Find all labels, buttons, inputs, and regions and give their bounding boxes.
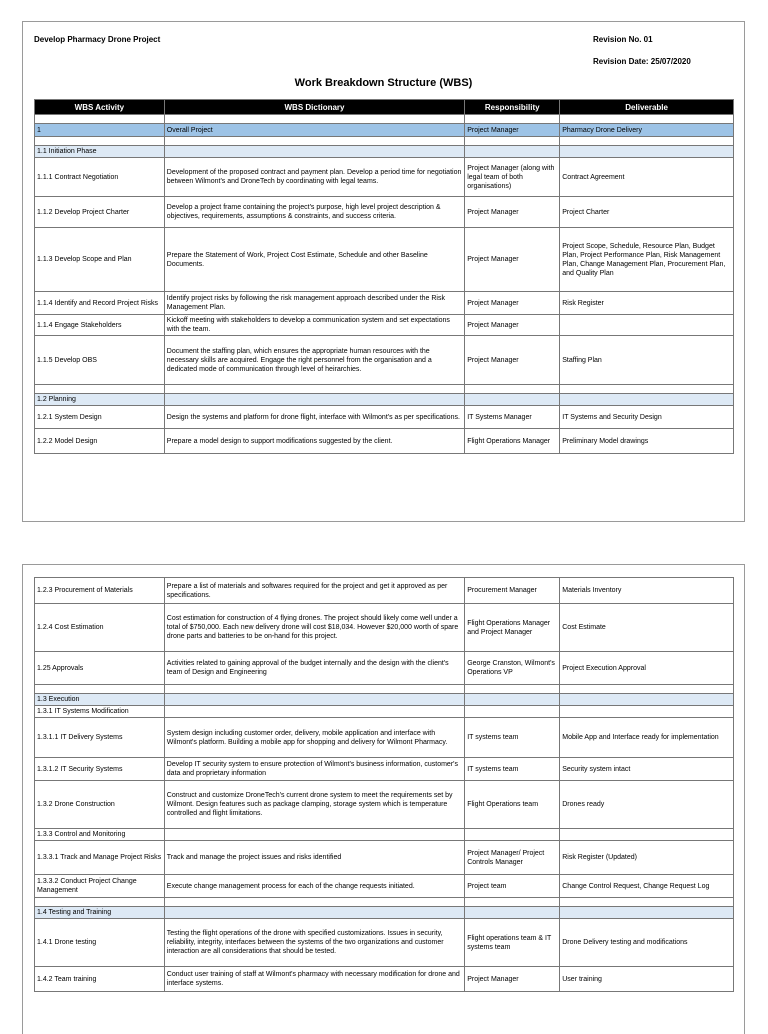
table-row	[35, 604, 734, 652]
activity-cell: 1.1.5 Develop OBS	[35, 336, 165, 385]
deliverable-cell: Pharmacy Drone Delivery	[560, 124, 734, 137]
deliverable-cell: Project Charter	[560, 197, 734, 228]
empty-cell	[164, 115, 464, 124]
empty-cell	[560, 115, 734, 124]
dictionary-cell	[164, 706, 464, 718]
dictionary-cell: Design the systems and platform for drone flight, interface with Wilmont's as per specifications.	[164, 406, 464, 429]
deliverable-cell: Materials Inventory	[560, 578, 734, 604]
wbs-table-continued	[34, 577, 734, 992]
blank-row	[35, 685, 734, 694]
table-header-row	[35, 100, 734, 115]
empty-cell	[35, 137, 165, 146]
empty-cell	[35, 115, 165, 124]
table-row	[35, 758, 734, 781]
table-row	[35, 652, 734, 685]
phase-row	[35, 146, 734, 158]
deliverable-cell: Change Control Request, Change Request Log	[560, 875, 734, 898]
column-header-deliverable: Deliverable	[560, 100, 734, 115]
project-title: Develop Pharmacy Drone Project	[34, 35, 161, 44]
dictionary-cell: Kickoff meeting with stakeholders to develop a communication system and set expectations with the team.	[164, 315, 464, 336]
empty-cell	[35, 898, 165, 907]
column-header-responsibility: Responsibility	[465, 100, 560, 115]
responsibility-cell: Project Manager/ Project Controls Manager	[465, 841, 560, 875]
responsibility-cell: Project Manager	[465, 228, 560, 292]
table-row	[35, 578, 734, 604]
responsibility-cell: Project Manager	[465, 967, 560, 992]
deliverable-cell	[560, 315, 734, 336]
empty-cell	[164, 385, 464, 394]
activity-cell: 1.4 Testing and Training	[35, 907, 165, 919]
deliverable-cell: Contract Agreement	[560, 158, 734, 197]
activity-cell: 1.1.2 Develop Project Charter	[35, 197, 165, 228]
table-row	[35, 158, 734, 197]
table-row	[35, 406, 734, 429]
table-row	[35, 781, 734, 829]
empty-cell	[35, 685, 165, 694]
dictionary-cell	[164, 829, 464, 841]
phase-row	[35, 907, 734, 919]
responsibility-cell	[465, 146, 560, 158]
activity-cell: 1.1.3 Develop Scope and Plan	[35, 228, 165, 292]
empty-cell	[164, 685, 464, 694]
table-row	[35, 829, 734, 841]
table-row	[35, 124, 734, 137]
dictionary-cell: Construct and customize DroneTech's current drone system to meet the requirements set by Wilmont. Design features such as package clamping, storage system which is temperature controlled and flight limitations.	[164, 781, 464, 829]
deliverable-cell: Project Execution Approval	[560, 652, 734, 685]
phase-row	[35, 694, 734, 706]
activity-cell: 1.2.2 Model Design	[35, 429, 165, 454]
activity-cell: 1.4.1 Drone testing	[35, 919, 165, 967]
responsibility-cell: IT systems team	[465, 718, 560, 758]
deliverable-cell: Security system intact	[560, 758, 734, 781]
document-page-1	[22, 21, 745, 522]
blank-row	[35, 898, 734, 907]
activity-cell: 1.2.1 System Design	[35, 406, 165, 429]
activity-cell: 1.3.2 Drone Construction	[35, 781, 165, 829]
table-row	[35, 967, 734, 992]
activity-cell: 1.3.1 IT Systems Modification	[35, 706, 165, 718]
responsibility-cell: Flight operations team & IT systems team	[465, 919, 560, 967]
dictionary-cell: Develop a project frame containing the project's purpose, high level project description & objectives, requirements, assumptions & constraints, and success criteria.	[164, 197, 464, 228]
deliverable-cell: IT Systems and Security Design	[560, 406, 734, 429]
activity-cell: 1.25 Approvals	[35, 652, 165, 685]
dictionary-cell: Prepare the Statement of Work, Project Cost Estimate, Schedule and other Baseline Documents.	[164, 228, 464, 292]
dictionary-cell: Prepare a model design to support modifications suggested by the client.	[164, 429, 464, 454]
table-row	[35, 718, 734, 758]
document-page-2	[22, 564, 745, 1034]
table-row	[35, 919, 734, 967]
empty-cell	[465, 115, 560, 124]
responsibility-cell: Project Manager	[465, 124, 560, 137]
deliverable-cell	[560, 907, 734, 919]
table-row	[35, 429, 734, 454]
deliverable-cell	[560, 694, 734, 706]
activity-cell: 1.2.4 Cost Estimation	[35, 604, 165, 652]
empty-cell	[465, 898, 560, 907]
deliverable-cell: Risk Register	[560, 292, 734, 315]
dictionary-cell: Document the staffing plan, which ensures the appropriate human resources with the necessary skills are acquired. Engage the right personnel from the organisation and a dedicated mode of communication through level of heirarchies.	[164, 336, 464, 385]
deliverable-cell	[560, 829, 734, 841]
dictionary-cell: Execute change management process for each of the change requests initiated.	[164, 875, 464, 898]
deliverable-cell: Staffing Plan	[560, 336, 734, 385]
responsibility-cell	[465, 394, 560, 406]
column-header-dictionary: WBS Dictionary	[164, 100, 464, 115]
responsibility-cell	[465, 829, 560, 841]
deliverable-cell: Preliminary Model drawings	[560, 429, 734, 454]
dictionary-cell: Conduct user training of staff at Wilmont's pharmacy with necessary modification for drone and interface systems.	[164, 967, 464, 992]
deliverable-cell: Cost Estimate	[560, 604, 734, 652]
activity-cell: 1.3.1.2 IT Security Systems	[35, 758, 165, 781]
blank-row	[35, 115, 734, 124]
activity-cell: 1	[35, 124, 165, 137]
responsibility-cell: IT Systems Manager	[465, 406, 560, 429]
responsibility-cell	[465, 907, 560, 919]
empty-cell	[560, 898, 734, 907]
table-row	[35, 292, 734, 315]
column-header-activity: WBS Activity	[35, 100, 165, 115]
phase-row	[35, 394, 734, 406]
table-row	[35, 706, 734, 718]
document-title: Work Breakdown Structure (WBS)	[294, 77, 473, 89]
dictionary-cell	[164, 146, 464, 158]
responsibility-cell: Project Manager (along with legal team of both organisations)	[465, 158, 560, 197]
activity-cell: 1.1.4 Engage Stakeholders	[35, 315, 165, 336]
wbs-table	[34, 99, 734, 454]
deliverable-cell: Risk Register (Updated)	[560, 841, 734, 875]
empty-cell	[35, 385, 165, 394]
dictionary-cell: Development of the proposed contract and payment plan. Develop a period time for negotiation between Wilmont's and DroneTech by coordinating with legal teams.	[164, 158, 464, 197]
deliverable-cell: Mobile App and Interface ready for implementation	[560, 718, 734, 758]
table-row	[35, 228, 734, 292]
activity-cell: 1.3.3.1 Track and Manage Project Risks	[35, 841, 165, 875]
responsibility-cell: IT systems team	[465, 758, 560, 781]
dictionary-cell: Testing the flight operations of the drone with specified customizations. Issues in security, reliability, integrity, interfaces between the systems of the two organizations and customer interaction are all considerations that should be tested.	[164, 919, 464, 967]
empty-cell	[465, 137, 560, 146]
wbs-table-body	[35, 578, 734, 992]
dictionary-cell	[164, 394, 464, 406]
responsibility-cell: Project Manager	[465, 292, 560, 315]
table-row	[35, 315, 734, 336]
dictionary-cell: Develop IT security system to ensure protection of Wilmont's business information, customer's data and proprietary information	[164, 758, 464, 781]
dictionary-cell: Activities related to gaining approval of the budget internally and the design with the client's team of Design and Engineering	[164, 652, 464, 685]
empty-cell	[465, 385, 560, 394]
deliverable-cell: User training	[560, 967, 734, 992]
blank-row	[35, 385, 734, 394]
activity-cell: 1.1.1 Contract Negotiation	[35, 158, 165, 197]
deliverable-cell	[560, 394, 734, 406]
wbs-table-body	[35, 115, 734, 454]
dictionary-cell: Prepare a list of materials and softwares required for the project and get it approved as per specifications.	[164, 578, 464, 604]
responsibility-cell: Flight Operations Manager	[465, 429, 560, 454]
revision-date: Revision Date: 25/07/2020	[593, 57, 691, 66]
dictionary-cell: Overall Project	[164, 124, 464, 137]
dictionary-cell: Track and manage the project issues and risks identified	[164, 841, 464, 875]
empty-cell	[164, 898, 464, 907]
empty-cell	[465, 685, 560, 694]
responsibility-cell	[465, 694, 560, 706]
responsibility-cell: Project Manager	[465, 315, 560, 336]
dictionary-cell	[164, 907, 464, 919]
activity-cell: 1.1.4 Identify and Record Project Risks	[35, 292, 165, 315]
responsibility-cell: Flight Operations Manager and Project Manager	[465, 604, 560, 652]
dictionary-cell	[164, 694, 464, 706]
dictionary-cell: Identify project risks by following the risk management approach described under the Risk Management Plan.	[164, 292, 464, 315]
table-row	[35, 875, 734, 898]
empty-cell	[164, 137, 464, 146]
table-row	[35, 336, 734, 385]
deliverable-cell: Drones ready	[560, 781, 734, 829]
activity-cell: 1.2 Planning	[35, 394, 165, 406]
responsibility-cell: Procurement Manager	[465, 578, 560, 604]
responsibility-cell: Project Manager	[465, 197, 560, 228]
empty-cell	[560, 137, 734, 146]
responsibility-cell	[465, 706, 560, 718]
deliverable-cell	[560, 146, 734, 158]
activity-cell: 1.3 Execution	[35, 694, 165, 706]
deliverable-cell: Project Scope, Schedule, Resource Plan, Budget Plan, Project Performance Plan, Risk Management Plan, Change Management Plan, Procurement Plan, and Quality Plan	[560, 228, 734, 292]
activity-cell: 1.1 Initiation Phase	[35, 146, 165, 158]
responsibility-cell: Flight Operations team	[465, 781, 560, 829]
activity-cell: 1.3.1.1 IT Delivery Systems	[35, 718, 165, 758]
activity-cell: 1.4.2 Team training	[35, 967, 165, 992]
dictionary-cell: System design including customer order, delivery, mobile application and interface with Wilmont's platform. Building a mobile app for shopping and delivery for Wilmont Pharmacy.	[164, 718, 464, 758]
empty-cell	[560, 685, 734, 694]
revision-number: Revision No. 01	[593, 35, 653, 44]
responsibility-cell: George Cranston, Wilmont's Operations VP	[465, 652, 560, 685]
responsibility-cell: Project team	[465, 875, 560, 898]
table-row	[35, 197, 734, 228]
responsibility-cell: Project Manager	[465, 336, 560, 385]
blank-row	[35, 137, 734, 146]
activity-cell: 1.3.3 Control and Monitoring	[35, 829, 165, 841]
table-row	[35, 841, 734, 875]
empty-cell	[560, 385, 734, 394]
deliverable-cell	[560, 706, 734, 718]
dictionary-cell: Cost estimation for construction of 4 flying drones. The project should likely come well under a total of $750,000. Each new delivery drone will cost $18,034. However $20,000 worth of spare drone parts and batteries to be on-hand for this project.	[164, 604, 464, 652]
deliverable-cell: Drone Delivery testing and modifications	[560, 919, 734, 967]
activity-cell: 1.2.3 Procurement of Materials	[35, 578, 165, 604]
activity-cell: 1.3.3.2 Conduct Project Change Management	[35, 875, 165, 898]
